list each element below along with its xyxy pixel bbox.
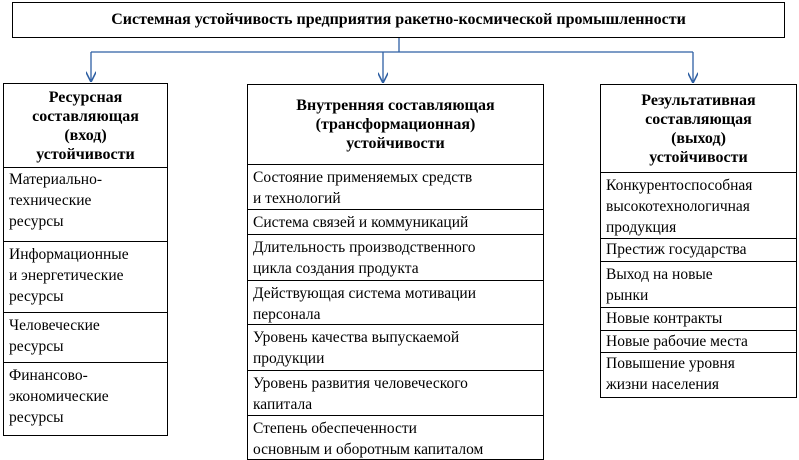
diagram-title: Системная устойчивость предприятия ракетно-космической промышленности (12, 2, 785, 38)
column-header: Ресурсная составляющая (вход) устойчивости (4, 84, 167, 168)
column-item: Конкурентоспособная высокотехнологичная продукция (601, 173, 796, 239)
column-item: Человеческие ресурсы (4, 313, 167, 363)
column-item: Система связей и коммуникаций (248, 210, 543, 235)
internal-component-column (247, 84, 544, 460)
column-item: Финансово- экономические ресурсы (9, 367, 109, 426)
column-item: Длительность производственного цикла создания продукта (248, 235, 543, 281)
column-item: Престиж государства (601, 239, 796, 262)
column-header: Внутренняя составляющая (трансформационная) устойчивости (248, 85, 543, 165)
column-item: Степень обеспеченности основным и оборотным капиталом (253, 420, 484, 458)
column-item: Новые рабочие места (601, 331, 796, 353)
column-item: Выход на новые рынки (601, 262, 796, 308)
column-item: Новые контракты (601, 308, 796, 331)
column-item: Действующая система мотивации персонала (248, 281, 543, 325)
column-item: Уровень развития человеческого капитала (248, 371, 543, 416)
result-component-column (600, 84, 797, 398)
column-item: Повышение уровня жизни населения (606, 355, 735, 393)
resource-component-column (3, 83, 168, 436)
column-item: Состояние применяемых средств и технологий (248, 165, 543, 210)
column-item: Материально- технические ресурсы (4, 168, 167, 242)
column-item: Информационные и энергетические ресурсы (4, 242, 167, 313)
column-header: Результативная составляющая (выход) устойчивости (601, 85, 796, 173)
column-item: Уровень качества выпускаемой продукции (248, 325, 543, 371)
